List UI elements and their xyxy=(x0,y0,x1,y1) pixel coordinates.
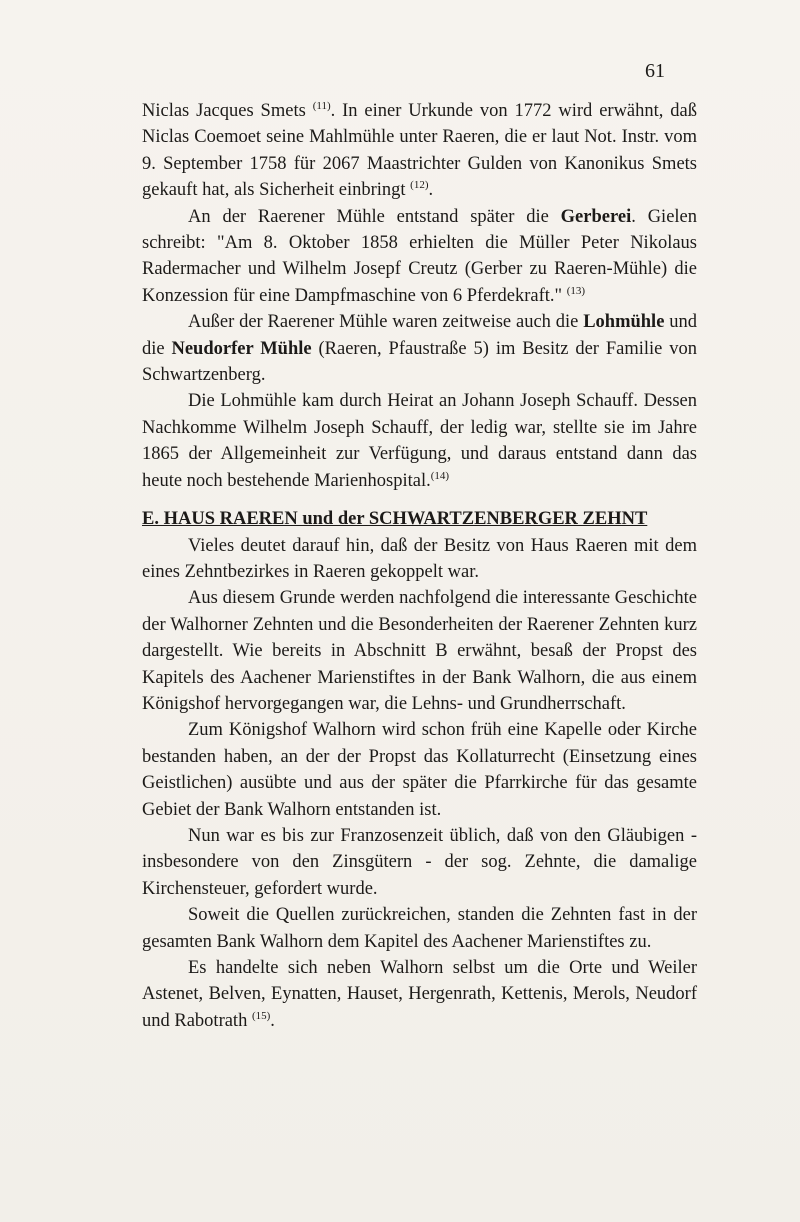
paragraph-4: Die Lohmühle kam durch Heirat an Johann Joseph Schauff. Dessen Nachkomme Wilhelm Joseph Schauff, der ledig war, stellte sie im Jahre 1865 der Allgemeinheit zur Verfügung, und daraus entstand dann das heute noch bestehende Marienhospital.$^{(14)}$ xyxy=(142,391,697,491)
paragraph-9: Soweit die Quellen zurückreichen, standen die Zehnten fast in der gesamten Bank Walhorn dem Kapitel des Aachener Marienstiftes zu. xyxy=(142,905,697,952)
body-text xyxy=(142,98,697,1034)
paragraph-10: Es handelte sich neben Walhorn selbst um die Orte und Weiler Astenet, Belven, Eynatten, Hauset, Hergenrath, Kettenis, Merols, Neudorf und Rabotrath $^{(15)}$. xyxy=(142,958,697,1031)
paragraph-6: Aus diesem Grunde werden nachfolgend die interessante Geschichte der Walhorner Zehnten und die Besonderheiten der Raerener Zehnten kurz dargestellt. Wie bereits in Abschnitt B erwähnt, besaß der Propst des Kapitels des Aachener Marienstiftes in der Bank Walhorn, die aus einem Königshof hervorgegangen war, die Lehns- und Grundherrschaft. xyxy=(142,588,697,714)
footnote-ref: (11) xyxy=(312,99,331,112)
paragraph-8: Nun war es bis zur Franzosenzeit üblich, daß von den Gläubigen - insbesondere von den Zinsgütern - der sog. Zehnte, die damalige Kirchensteuer, gefordert wurde. xyxy=(142,825,697,899)
footnote-ref: (14) xyxy=(430,469,450,482)
paragraph-1: Niclas Jacques Smets $^{(11)}$. In einer Urkunde von 1772 wird erwähnt, daß Niclas Coemoet seine Mahlmühle unter Raeren, die er laut Not. Instr. vom 9. September 1758 für 2067 Maastrichter Gulden von Kanonikus Smets gekauft hat, als Sicherheit einbringt $^{(12)}$. xyxy=(142,99,697,201)
footnote-ref: (12) xyxy=(410,179,429,192)
paragraph-2: An der Raerener Mühle entstand später die Gerberei. Gielen schreibt: "Am 8. Oktober 1858 erhielten die Müller Peter Nikolaus Radermacher und Wilhelm Josepf Creutz (Gerber zu Raeren-Mühle) die Konzession für eine Dampfmaschine von 6 Pferdekraft." $^{(13)}$ xyxy=(142,206,698,306)
paragraph-5: Vieles deutet darauf hin, daß der Besitz von Haus Raeren mit dem eines Zehntbezirkes in Raeren gekoppelt war. xyxy=(142,535,697,582)
section-heading: E. HAUS RAEREN und der SCHWARTZENBERGER ZEHNT xyxy=(142,509,648,530)
footnote-ref: (15) xyxy=(251,1009,271,1022)
page-number: 61 xyxy=(645,60,665,82)
paragraph-3: Außer der Raerener Mühle waren zeitweise auch die Lohmühle und die Neudorfer Mühle (Raeren, Pfaustraße 5) im Besitz der Familie von Schwartzenberg. xyxy=(142,312,698,386)
paragraph-7: Zum Königshof Walhorn wird schon früh eine Kapelle oder Kirche bestanden haben, an der der Propst das Kollaturrecht (Einsetzung eines Geistlichen) ausübte und aus der später die Pfarrkirche für das gesamte Gebiet der Bank Walhorn entstanden ist. xyxy=(142,720,697,820)
footnote-ref: (13) xyxy=(566,284,586,297)
